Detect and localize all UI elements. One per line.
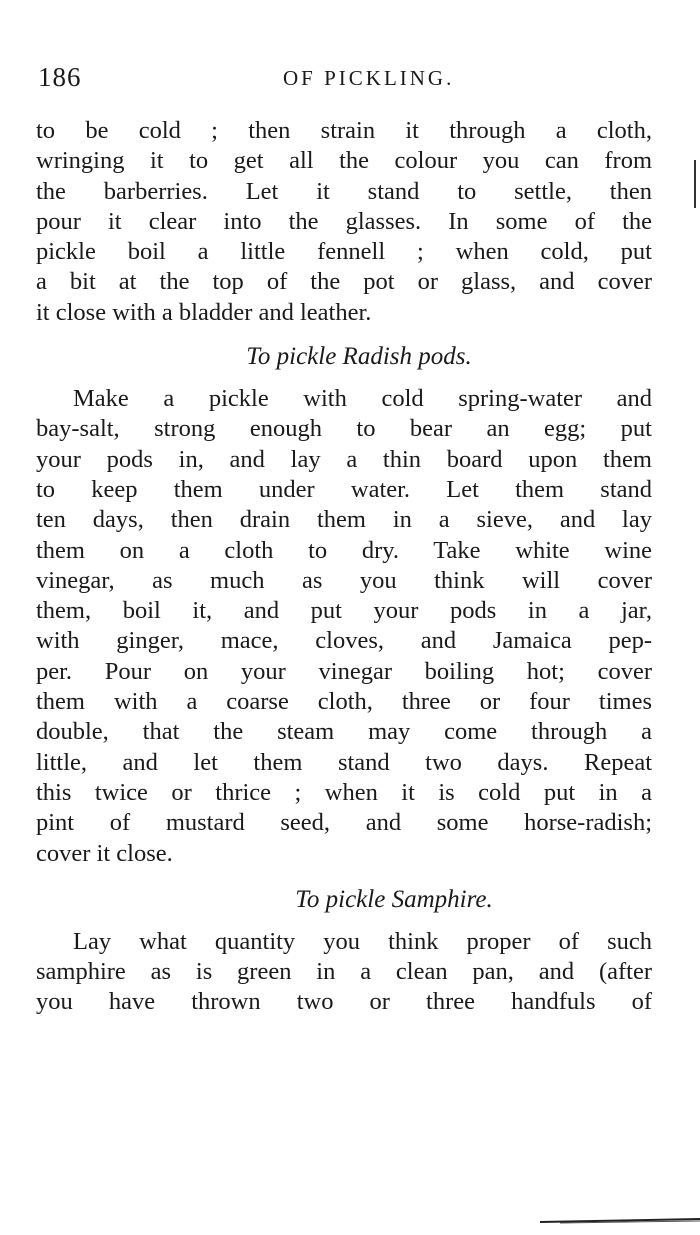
- page-body: [36, 116, 652, 1018]
- margin-mark: [694, 160, 696, 208]
- text-line: Make a pickle with cold spring-water and: [73, 385, 652, 413]
- section-heading-samphire: To pickle Samphire.: [295, 885, 493, 913]
- text-line: to be cold ; then strain it through a cloth,: [36, 117, 652, 144]
- text-line: samphire as is green in a clean pan, and (after: [36, 958, 652, 986]
- running-head: OF PICKLING.: [283, 66, 455, 90]
- section-heading-radish: To pickle Radish pods.: [246, 343, 472, 371]
- text-line: them, boil it, and put your pods in a jar,: [36, 597, 652, 625]
- text-line: this twice or thrice ; when it is cold put in a: [36, 778, 652, 806]
- text-line: Lay what quantity you think proper of such: [73, 927, 652, 955]
- page-edge-shadow: [540, 1218, 700, 1224]
- text-line: a bit at the top of the pot or glass, and cover: [36, 268, 652, 296]
- text-line: per. Pour on your vinegar boiling hot; cover: [36, 657, 652, 685]
- page-number: 186: [38, 62, 82, 92]
- text-line: pint of mustard seed, and some horse-radish;: [36, 809, 652, 837]
- page-edge-line: [540, 1218, 700, 1224]
- text-line: you have thrown two or three handfuls of: [36, 988, 652, 1016]
- continuation-paragraph: [36, 116, 652, 328]
- samphire-paragraph: [36, 927, 652, 1018]
- text-line: with ginger, mace, cloves, and Jamaica pep-: [36, 627, 652, 655]
- text-line: cover it close.: [36, 839, 173, 867]
- page-header: [38, 62, 648, 102]
- text-line: them on a cloth to dry. Take white wine: [36, 536, 652, 564]
- text-line: your pods in, and lay a thin board upon them: [36, 445, 652, 473]
- text-line: bay-salt, strong enough to bear an egg; put: [36, 415, 652, 443]
- text-line: pour it clear into the glasses. In some of the: [36, 207, 652, 235]
- radish-paragraph: [36, 384, 652, 869]
- text-line: ten days, then drain them in a sieve, and lay: [36, 506, 652, 534]
- text-line: it close with a bladder and leather.: [36, 298, 372, 326]
- text-line: the barberries. Let it stand to settle, then: [36, 177, 652, 205]
- text-line: pickle boil a little fennell ; when cold, put: [36, 238, 652, 266]
- text-line: little, and let them stand two days. Repeat: [36, 748, 652, 776]
- text-line: to keep them under water. Let them stand: [36, 475, 652, 503]
- text-line: them with a coarse cloth, three or four times: [36, 688, 652, 716]
- text-line: vinegar, as much as you think will cover: [36, 566, 652, 594]
- text-line: double, that the steam may come through a: [36, 718, 652, 746]
- text-line: wringing it to get all the colour you can from: [36, 147, 652, 175]
